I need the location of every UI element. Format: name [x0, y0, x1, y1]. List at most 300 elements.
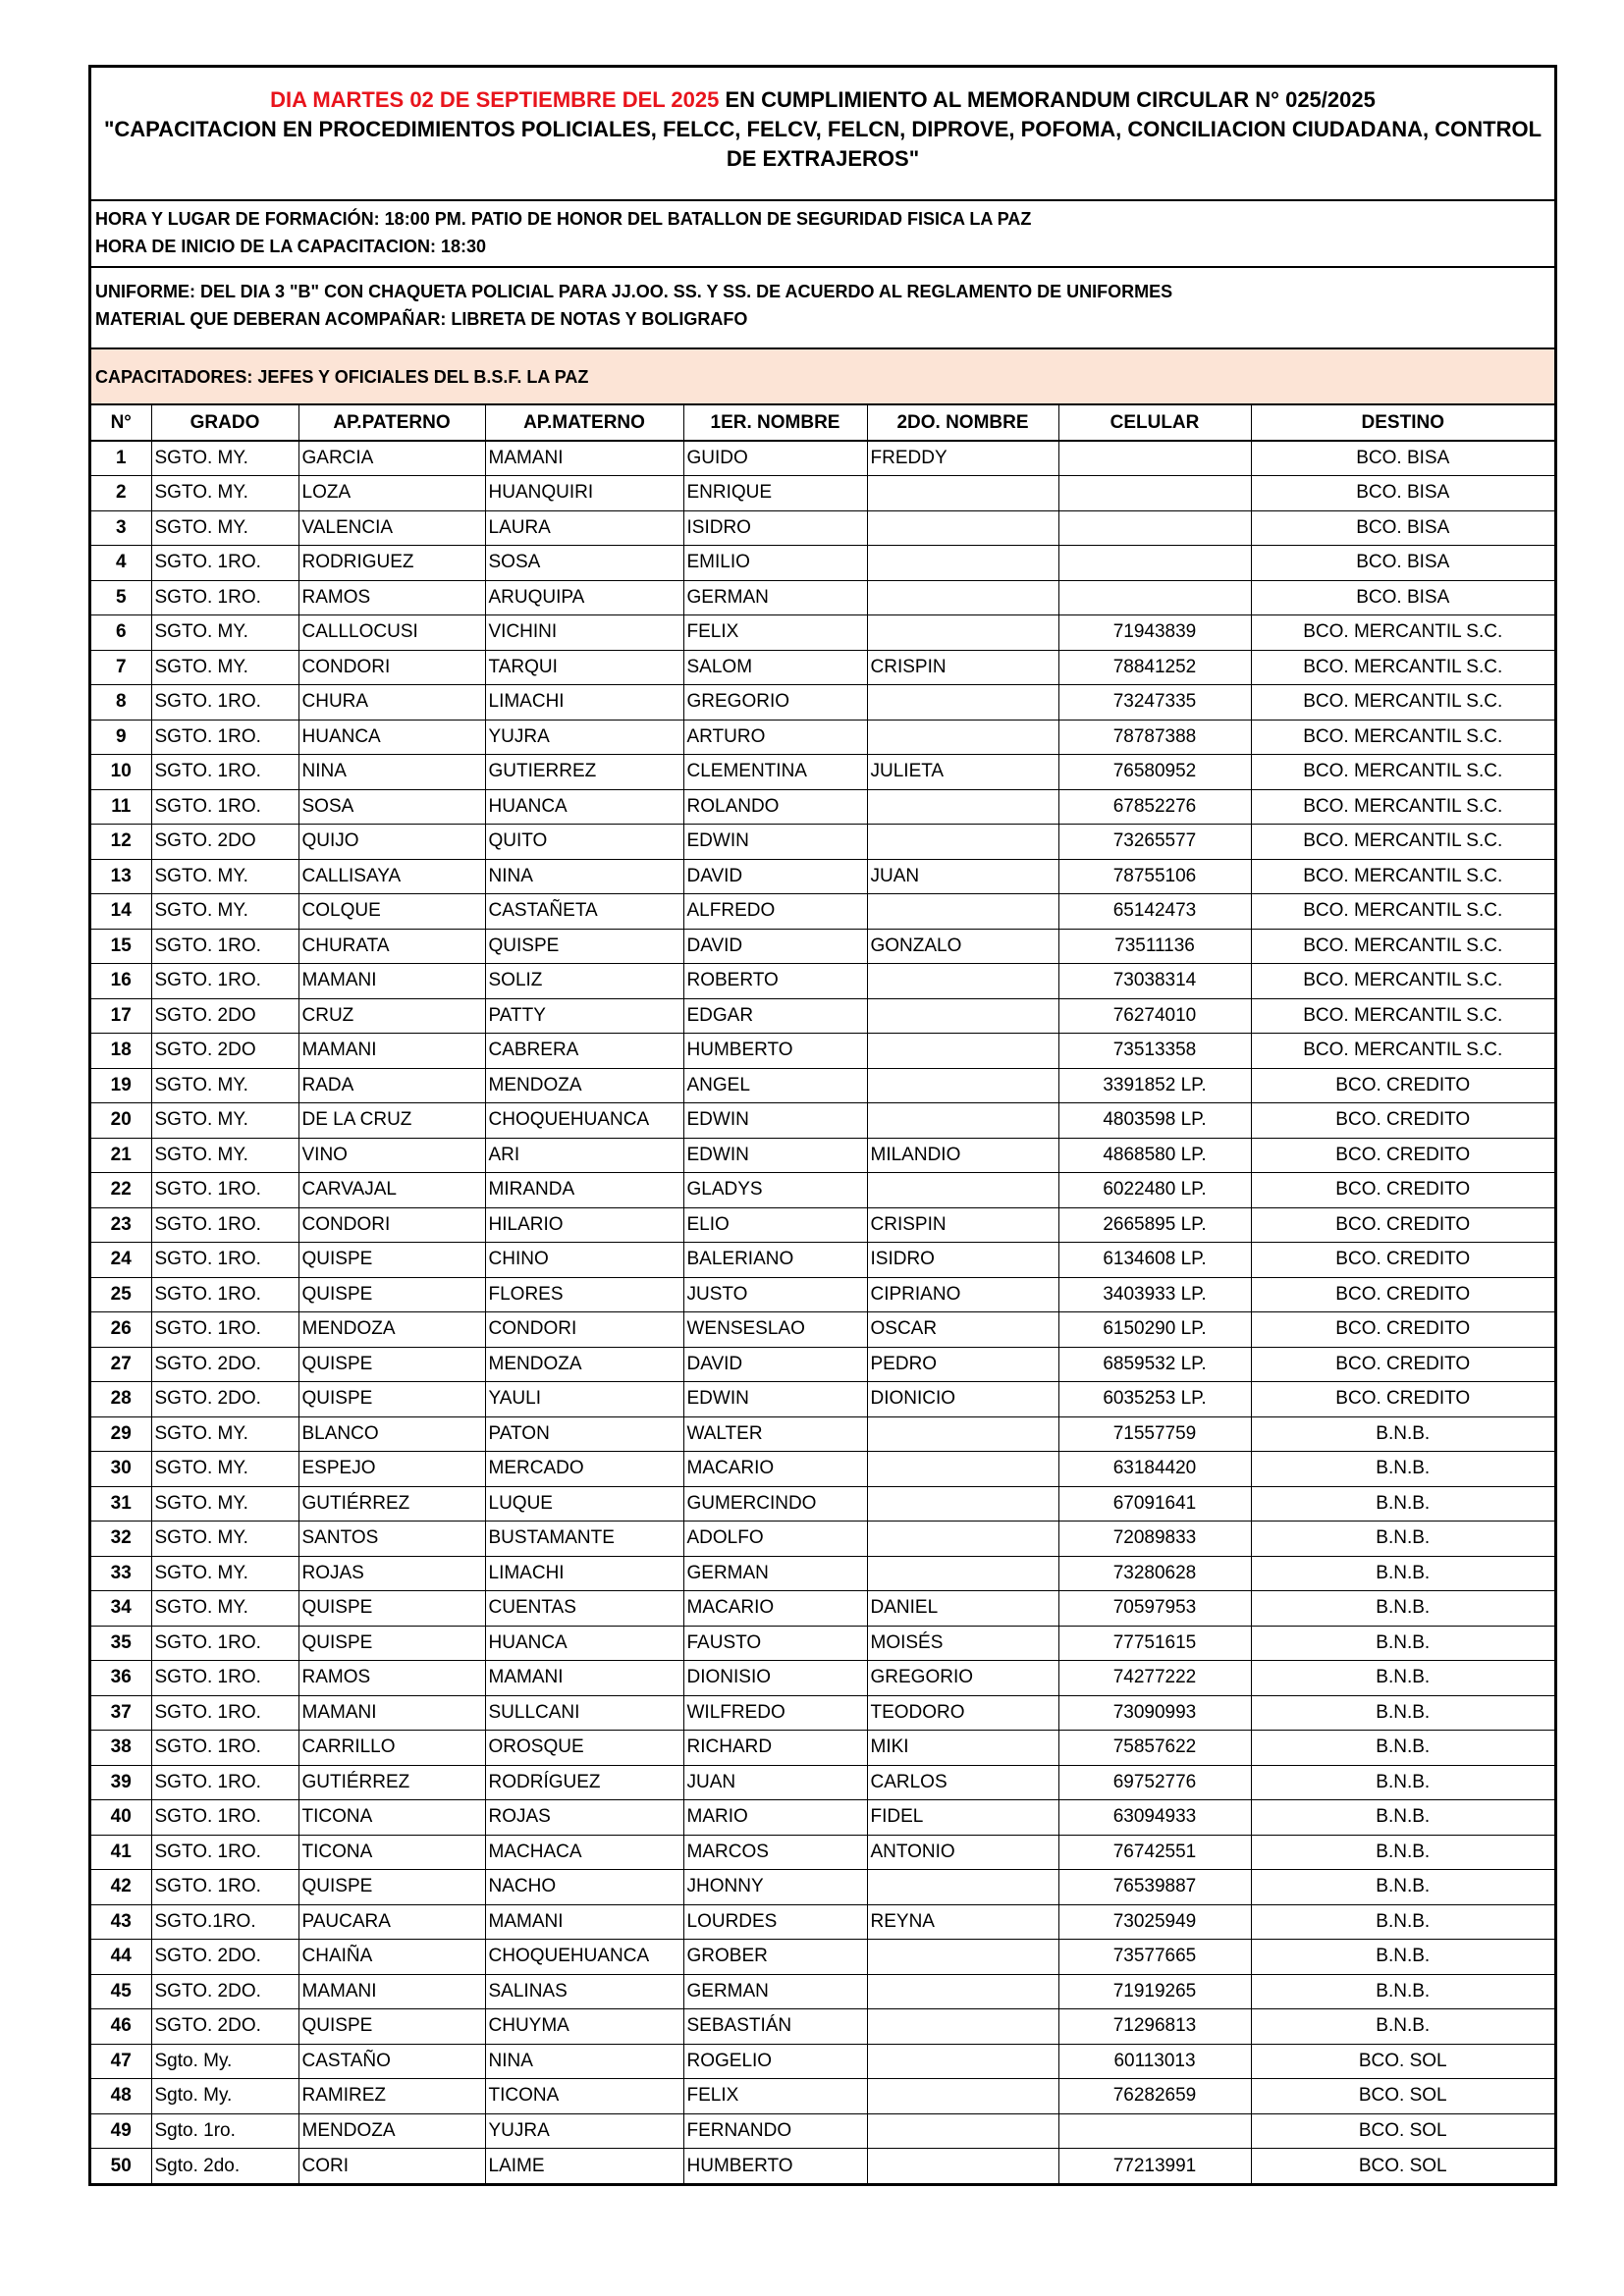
destination-cell: B.N.B. [1251, 1626, 1554, 1661]
rank-cell: SGTO. 1RO. [151, 1173, 298, 1208]
paternal-surname-cell: CHURA [298, 685, 485, 721]
paternal-surname-cell: QUISPE [298, 2009, 485, 2045]
paternal-surname-cell: ESPEJO [298, 1452, 485, 1487]
paternal-surname-cell: RAMOS [298, 580, 485, 615]
second-name-cell [867, 825, 1058, 860]
rank-cell: SGTO. 2DO. [151, 1974, 298, 2009]
destination-cell: BCO. BISA [1251, 510, 1554, 546]
paternal-surname-cell: GUTIÉRREZ [298, 1765, 485, 1800]
maternal-surname-cell: CASTAÑETA [485, 894, 683, 930]
row-number: 44 [91, 1940, 151, 1975]
maternal-surname-cell: QUITO [485, 825, 683, 860]
phone-cell: 6859532 LP. [1058, 1347, 1251, 1382]
phone-cell: 6035253 LP. [1058, 1382, 1251, 1417]
paternal-surname-cell: CHAIÑA [298, 1940, 485, 1975]
first-name-cell: DAVID [683, 929, 867, 964]
second-name-cell [867, 546, 1058, 581]
paternal-surname-cell: SANTOS [298, 1522, 485, 1557]
phone-cell: 63094933 [1058, 1800, 1251, 1836]
table-row [91, 1034, 1554, 1069]
table-row [91, 1243, 1554, 1278]
row-number: 41 [91, 1835, 151, 1870]
destination-cell: BCO. CREDITO [1251, 1277, 1554, 1312]
table-row [91, 1765, 1554, 1800]
row-number: 21 [91, 1138, 151, 1173]
rank-cell: SGTO. 1RO. [151, 1661, 298, 1696]
destination-cell: B.N.B. [1251, 1800, 1554, 1836]
rank-cell: SGTO. MY. [151, 1068, 298, 1103]
paternal-surname-cell: CASTAÑO [298, 2044, 485, 2079]
maternal-surname-cell: MAMANI [485, 1661, 683, 1696]
table-row [91, 894, 1554, 930]
phone-cell: 70597953 [1058, 1591, 1251, 1627]
destination-cell: BCO. SOL [1251, 2079, 1554, 2114]
second-name-cell [867, 2113, 1058, 2149]
paternal-surname-cell: CRUZ [298, 998, 485, 1034]
maternal-surname-cell: MENDOZA [485, 1068, 683, 1103]
phone-cell: 76274010 [1058, 998, 1251, 1034]
paternal-surname-cell: CARRILLO [298, 1731, 485, 1766]
second-name-cell [867, 1103, 1058, 1139]
destination-cell: BCO. CREDITO [1251, 1243, 1554, 1278]
maternal-surname-cell: CHOQUEHUANCA [485, 1103, 683, 1139]
table-row [91, 825, 1554, 860]
second-name-cell [867, 998, 1058, 1034]
phone-cell: 75857622 [1058, 1731, 1251, 1766]
table-row [91, 1138, 1554, 1173]
row-number: 2 [91, 476, 151, 511]
destination-cell: BCO. CREDITO [1251, 1312, 1554, 1348]
phone-cell [1058, 441, 1251, 476]
phone-cell: 73577665 [1058, 1940, 1251, 1975]
paternal-surname-cell: HUANCA [298, 720, 485, 755]
second-name-cell: FIDEL [867, 1800, 1058, 1836]
first-name-cell: ALFREDO [683, 894, 867, 930]
rank-cell: SGTO. MY. [151, 1591, 298, 1627]
first-name-cell: JUAN [683, 1765, 867, 1800]
row-number: 16 [91, 964, 151, 999]
maternal-surname-cell: SALINAS [485, 1974, 683, 2009]
maternal-surname-cell: MENDOZA [485, 1347, 683, 1382]
phone-cell: 73265577 [1058, 825, 1251, 860]
paternal-surname-cell: CARVAJAL [298, 1173, 485, 1208]
table-row [91, 1173, 1554, 1208]
title-block [91, 68, 1554, 201]
second-name-cell [867, 964, 1058, 999]
second-name-cell: MILANDIO [867, 1138, 1058, 1173]
first-name-cell: ROLANDO [683, 789, 867, 825]
first-name-cell: JUSTO [683, 1277, 867, 1312]
destination-cell: BCO. MERCANTIL S.C. [1251, 685, 1554, 721]
first-name-cell: EMILIO [683, 546, 867, 581]
table-row [91, 720, 1554, 755]
maternal-surname-cell: LAIME [485, 2149, 683, 2184]
maternal-surname-cell: CUENTAS [485, 1591, 683, 1627]
phone-cell [1058, 546, 1251, 581]
maternal-surname-cell: TARQUI [485, 650, 683, 685]
second-name-cell [867, 685, 1058, 721]
table-row [91, 1452, 1554, 1487]
row-number: 37 [91, 1695, 151, 1731]
phone-cell: 76580952 [1058, 755, 1251, 790]
first-name-cell: WALTER [683, 1416, 867, 1452]
row-number: 38 [91, 1731, 151, 1766]
first-name-cell: ISIDRO [683, 510, 867, 546]
maternal-surname-cell: FLORES [485, 1277, 683, 1312]
material-text: MATERIAL QUE DEBERAN ACOMPAÑAR: LIBRETA DE NOTAS Y BOLIGRAFO [95, 309, 748, 329]
paternal-surname-cell: CALLLOCUSI [298, 615, 485, 651]
second-name-cell: ISIDRO [867, 1243, 1058, 1278]
table-row [91, 2009, 1554, 2045]
row-number: 47 [91, 2044, 151, 2079]
title-line-3: DE EXTRAJEROS" [726, 146, 920, 171]
first-name-cell: GERMAN [683, 1556, 867, 1591]
title-line-2: "CAPACITACION EN PROCEDIMIENTOS POLICIALES, FELCC, FELCV, FELCN, DIPROVE, POFOMA, CONCILIACION CIUDADANA, CONTROL [103, 117, 1543, 141]
first-name-cell: GROBER [683, 1940, 867, 1975]
second-name-cell [867, 1556, 1058, 1591]
paternal-surname-cell: COLQUE [298, 894, 485, 930]
row-number: 49 [91, 2113, 151, 2149]
paternal-surname-cell: RODRIGUEZ [298, 546, 485, 581]
maternal-surname-cell: MAMANI [485, 1904, 683, 1940]
rank-cell: SGTO. 1RO. [151, 1800, 298, 1836]
col-phone-header: CELULAR [1058, 405, 1251, 441]
rank-cell: SGTO. 1RO. [151, 1207, 298, 1243]
first-name-cell: FELIX [683, 615, 867, 651]
second-name-cell: CRISPIN [867, 650, 1058, 685]
paternal-surname-cell: MAMANI [298, 1974, 485, 2009]
table-row [91, 1522, 1554, 1557]
paternal-surname-cell: PAUCARA [298, 1904, 485, 1940]
maternal-surname-cell: MACHACA [485, 1835, 683, 1870]
row-number: 8 [91, 685, 151, 721]
second-name-cell [867, 1940, 1058, 1975]
phone-cell: 73025949 [1058, 1904, 1251, 1940]
table-row [91, 1870, 1554, 1905]
maternal-surname-cell: SOLIZ [485, 964, 683, 999]
paternal-surname-cell: RADA [298, 1068, 485, 1103]
paternal-surname-cell: VINO [298, 1138, 485, 1173]
phone-cell: 6150290 LP. [1058, 1312, 1251, 1348]
phone-cell: 73280628 [1058, 1556, 1251, 1591]
table-row [91, 1312, 1554, 1348]
second-name-cell [867, 1068, 1058, 1103]
first-name-cell: ADOLFO [683, 1522, 867, 1557]
rank-cell: SGTO. MY. [151, 510, 298, 546]
maternal-surname-cell: TICONA [485, 2079, 683, 2114]
title-memorandum: EN CUMPLIMIENTO AL MEMORANDUM CIRCULAR N° 025/2025 [719, 87, 1376, 112]
second-name-cell [867, 1416, 1058, 1452]
rank-cell: SGTO. 1RO. [151, 580, 298, 615]
maternal-surname-cell: MAMANI [485, 441, 683, 476]
paternal-surname-cell: LOZA [298, 476, 485, 511]
table-row [91, 1661, 1554, 1696]
table-row [91, 1591, 1554, 1627]
paternal-surname-cell: MAMANI [298, 964, 485, 999]
second-name-cell: JULIETA [867, 755, 1058, 790]
table-row [91, 1207, 1554, 1243]
phone-cell: 78755106 [1058, 859, 1251, 894]
destination-cell: BCO. CREDITO [1251, 1138, 1554, 1173]
maternal-surname-cell: ARI [485, 1138, 683, 1173]
row-number: 7 [91, 650, 151, 685]
destination-cell: BCO. BISA [1251, 580, 1554, 615]
row-number: 30 [91, 1452, 151, 1487]
phone-cell: 73247335 [1058, 685, 1251, 721]
second-name-cell [867, 2009, 1058, 2045]
first-name-cell: RICHARD [683, 1731, 867, 1766]
rank-cell: SGTO. 1RO. [151, 685, 298, 721]
first-name-cell: EDWIN [683, 1138, 867, 1173]
rank-cell: SGTO. 2DO [151, 998, 298, 1034]
table-row [91, 441, 1554, 476]
destination-cell: BCO. BISA [1251, 546, 1554, 581]
first-name-cell: ENRIQUE [683, 476, 867, 511]
paternal-surname-cell: TICONA [298, 1835, 485, 1870]
row-number: 22 [91, 1173, 151, 1208]
rank-cell: SGTO. MY. [151, 1522, 298, 1557]
maternal-surname-cell: CHOQUEHUANCA [485, 1940, 683, 1975]
table-row [91, 580, 1554, 615]
table-row [91, 2113, 1554, 2149]
destination-cell: BCO. MERCANTIL S.C. [1251, 650, 1554, 685]
table-row [91, 650, 1554, 685]
rank-cell: SGTO. 1RO. [151, 1243, 298, 1278]
second-name-cell [867, 2079, 1058, 2114]
phone-cell: 78841252 [1058, 650, 1251, 685]
row-number: 50 [91, 2149, 151, 2184]
table-row [91, 859, 1554, 894]
first-name-cell: ARTURO [683, 720, 867, 755]
first-name-cell: GUMERCINDO [683, 1486, 867, 1522]
destination-cell: BCO. CREDITO [1251, 1382, 1554, 1417]
destination-cell: B.N.B. [1251, 1486, 1554, 1522]
row-number: 15 [91, 929, 151, 964]
row-number: 45 [91, 1974, 151, 2009]
paternal-surname-cell: MENDOZA [298, 1312, 485, 1348]
destination-cell: BCO. MERCANTIL S.C. [1251, 964, 1554, 999]
destination-cell: B.N.B. [1251, 1870, 1554, 1905]
rank-cell: Sgto. 2do. [151, 2149, 298, 2184]
rank-cell: SGTO.1RO. [151, 1904, 298, 1940]
phone-cell: 65142473 [1058, 894, 1251, 930]
rank-cell: Sgto. 1ro. [151, 2113, 298, 2149]
row-number: 9 [91, 720, 151, 755]
destination-cell: BCO. CREDITO [1251, 1068, 1554, 1103]
destination-cell: BCO. MERCANTIL S.C. [1251, 720, 1554, 755]
rank-cell: SGTO. 1RO. [151, 789, 298, 825]
first-name-cell: GERMAN [683, 580, 867, 615]
maternal-surname-cell: RODRÍGUEZ [485, 1765, 683, 1800]
first-name-cell: FELIX [683, 2079, 867, 2114]
phone-cell: 76539887 [1058, 1870, 1251, 1905]
phone-cell: 71919265 [1058, 1974, 1251, 2009]
maternal-surname-cell: QUISPE [485, 929, 683, 964]
col-destination-header: DESTINO [1251, 405, 1554, 441]
table-row [91, 1626, 1554, 1661]
second-name-cell: REYNA [867, 1904, 1058, 1940]
destination-cell: BCO. MERCANTIL S.C. [1251, 789, 1554, 825]
table-row [91, 2149, 1554, 2184]
row-number: 5 [91, 580, 151, 615]
maternal-surname-cell: GUTIERREZ [485, 755, 683, 790]
phone-cell: 4868580 LP. [1058, 1138, 1251, 1173]
rank-cell: SGTO. 1RO. [151, 1731, 298, 1766]
second-name-cell [867, 1974, 1058, 2009]
paternal-surname-cell: QUISPE [298, 1347, 485, 1382]
second-name-cell: JUAN [867, 859, 1058, 894]
rank-cell: SGTO. 2DO. [151, 1382, 298, 1417]
col-first-name-header: 1ER. NOMBRE [683, 405, 867, 441]
table-row [91, 998, 1554, 1034]
second-name-cell: PEDRO [867, 1347, 1058, 1382]
row-number: 29 [91, 1416, 151, 1452]
table-row [91, 1347, 1554, 1382]
first-name-cell: SALOM [683, 650, 867, 685]
second-name-cell: CRISPIN [867, 1207, 1058, 1243]
rank-cell: SGTO. 1RO. [151, 720, 298, 755]
row-number: 42 [91, 1870, 151, 1905]
rank-cell: SGTO. MY. [151, 859, 298, 894]
rank-cell: SGTO. 2DO [151, 825, 298, 860]
table-row [91, 1486, 1554, 1522]
row-number: 18 [91, 1034, 151, 1069]
maternal-surname-cell: SOSA [485, 546, 683, 581]
maternal-surname-cell: NACHO [485, 1870, 683, 1905]
second-name-cell [867, 580, 1058, 615]
phone-cell: 6134608 LP. [1058, 1243, 1251, 1278]
rank-cell: SGTO. MY. [151, 1486, 298, 1522]
rank-cell: SGTO. 2DO [151, 1034, 298, 1069]
first-name-cell: BALERIANO [683, 1243, 867, 1278]
table-row [91, 1103, 1554, 1139]
destination-cell: B.N.B. [1251, 1835, 1554, 1870]
maternal-surname-cell: HUANQUIRI [485, 476, 683, 511]
first-name-cell: MARIO [683, 1800, 867, 1836]
phone-cell [1058, 510, 1251, 546]
first-name-cell: FERNANDO [683, 2113, 867, 2149]
table-row [91, 2044, 1554, 2079]
phone-cell: 3403933 LP. [1058, 1277, 1251, 1312]
col-number-header: N° [91, 405, 151, 441]
second-name-cell: GONZALO [867, 929, 1058, 964]
destination-cell: BCO. BISA [1251, 441, 1554, 476]
destination-cell: B.N.B. [1251, 1731, 1554, 1766]
maternal-surname-cell: YUJRA [485, 2113, 683, 2149]
destination-cell: B.N.B. [1251, 1452, 1554, 1487]
second-name-cell [867, 510, 1058, 546]
paternal-surname-cell: RAMOS [298, 1661, 485, 1696]
title-line-1 [91, 85, 1554, 115]
first-name-cell: EDWIN [683, 825, 867, 860]
rank-cell: Sgto. My. [151, 2079, 298, 2114]
paternal-surname-cell: QUISPE [298, 1626, 485, 1661]
paternal-surname-cell: QUIJO [298, 825, 485, 860]
phone-cell: 3391852 LP. [1058, 1068, 1251, 1103]
table-row [91, 510, 1554, 546]
second-name-cell [867, 1452, 1058, 1487]
row-number: 28 [91, 1382, 151, 1417]
first-name-cell: MACARIO [683, 1591, 867, 1627]
row-number: 19 [91, 1068, 151, 1103]
rank-cell: SGTO. 1RO. [151, 1870, 298, 1905]
maternal-surname-cell: PATON [485, 1416, 683, 1452]
rank-cell: SGTO. MY. [151, 441, 298, 476]
phone-cell: 76742551 [1058, 1835, 1251, 1870]
paternal-surname-cell: TICONA [298, 1800, 485, 1836]
table-row [91, 1835, 1554, 1870]
destination-cell: BCO. MERCANTIL S.C. [1251, 929, 1554, 964]
row-number: 33 [91, 1556, 151, 1591]
row-number: 39 [91, 1765, 151, 1800]
first-name-cell: CLEMENTINA [683, 755, 867, 790]
table-row [91, 789, 1554, 825]
row-number: 11 [91, 789, 151, 825]
first-name-cell: ROGELIO [683, 2044, 867, 2079]
paternal-surname-cell: QUISPE [298, 1870, 485, 1905]
col-paternal-surname-header: AP.PATERNO [298, 405, 485, 441]
table-row [91, 1382, 1554, 1417]
phone-cell [1058, 476, 1251, 511]
destination-cell: BCO. SOL [1251, 2113, 1554, 2149]
destination-cell: B.N.B. [1251, 1556, 1554, 1591]
maternal-surname-cell: ROJAS [485, 1800, 683, 1836]
first-name-cell: DAVID [683, 1347, 867, 1382]
destination-cell: B.N.B. [1251, 1661, 1554, 1696]
phone-cell: 60113013 [1058, 2044, 1251, 2079]
phone-cell [1058, 2113, 1251, 2149]
maternal-surname-cell: CONDORI [485, 1312, 683, 1348]
first-name-cell: MARCOS [683, 1835, 867, 1870]
maternal-surname-cell: VICHINI [485, 615, 683, 651]
second-name-cell [867, 1870, 1058, 1905]
maternal-surname-cell: YUJRA [485, 720, 683, 755]
maternal-surname-cell: BUSTAMANTE [485, 1522, 683, 1557]
first-name-cell: ROBERTO [683, 964, 867, 999]
paternal-surname-cell: MAMANI [298, 1034, 485, 1069]
phone-cell: 73038314 [1058, 964, 1251, 999]
second-name-cell [867, 476, 1058, 511]
second-name-cell [867, 1522, 1058, 1557]
table-row [91, 1800, 1554, 1836]
second-name-cell: MIKI [867, 1731, 1058, 1766]
table-header-row [91, 405, 1554, 441]
second-name-cell: CARLOS [867, 1765, 1058, 1800]
table-row [91, 476, 1554, 511]
table-row [91, 964, 1554, 999]
maternal-surname-cell: HUANCA [485, 789, 683, 825]
document-sheet [88, 65, 1557, 2186]
paternal-surname-cell: MAMANI [298, 1695, 485, 1731]
row-number: 43 [91, 1904, 151, 1940]
second-name-cell: DANIEL [867, 1591, 1058, 1627]
paternal-surname-cell: CONDORI [298, 650, 485, 685]
phone-cell: 6022480 LP. [1058, 1173, 1251, 1208]
row-number: 35 [91, 1626, 151, 1661]
rank-cell: SGTO. 1RO. [151, 929, 298, 964]
first-name-cell: GERMAN [683, 1974, 867, 2009]
first-name-cell: FAUSTO [683, 1626, 867, 1661]
rank-cell: SGTO. MY. [151, 1556, 298, 1591]
row-number: 20 [91, 1103, 151, 1139]
first-name-cell: SEBASTIÁN [683, 2009, 867, 2045]
maternal-surname-cell: HILARIO [485, 1207, 683, 1243]
maternal-surname-cell: LAURA [485, 510, 683, 546]
paternal-surname-cell: QUISPE [298, 1382, 485, 1417]
second-name-cell [867, 894, 1058, 930]
destination-cell: B.N.B. [1251, 1591, 1554, 1627]
paternal-surname-cell: NINA [298, 755, 485, 790]
